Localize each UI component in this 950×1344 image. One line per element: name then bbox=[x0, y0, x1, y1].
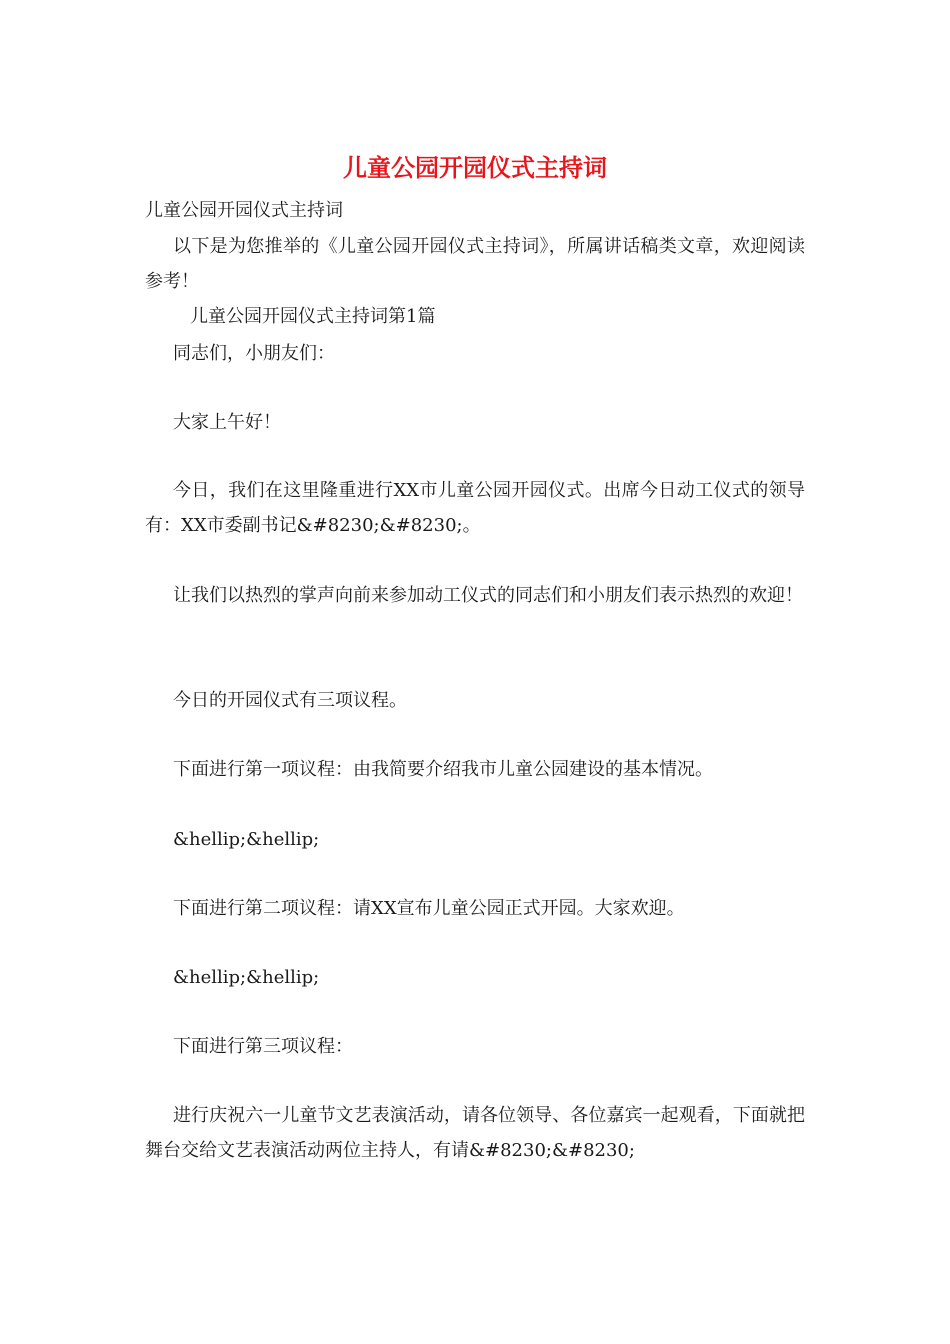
paragraph-ellipsis-2: &hellip;&hellip; bbox=[173, 967, 320, 988]
paragraph-agenda-item-3: 下面进行第三项议程： bbox=[173, 1036, 353, 1057]
paragraph-agenda-item-1: 下面进行第一项议程：由我简要介绍我市儿童公园建设的基本情况。 bbox=[173, 759, 713, 780]
paragraph-greeting: 同志们，小朋友们： bbox=[173, 343, 335, 364]
paragraph-agenda-overview: 今日的开园仪式有三项议程。 bbox=[173, 690, 407, 711]
paragraph-welcome: 让我们以热烈的掌声向前来参加动工仪式的同志们和小朋友们表示热烈的欢迎！ bbox=[173, 585, 803, 606]
paragraph-ceremony-intro: 今日，我们在这里隆重进行XX市儿童公园开园仪式。出席今日动工仪式的领导有：XX市委副书记&#8230;&#8230;。 bbox=[145, 480, 805, 536]
paragraph-good-morning: 大家上午好！ bbox=[173, 412, 281, 433]
paragraph-ellipsis-1: &hellip;&hellip; bbox=[173, 829, 320, 850]
document-title: 儿童公园开园仪式主持词 bbox=[343, 154, 607, 182]
intro-paragraph: 以下是为您推举的《儿童公园开园仪式主持词》，所属讲话稿类文章，欢迎阅读参考！ bbox=[145, 236, 805, 292]
section-heading: 儿童公园开园仪式主持词第1篇 bbox=[190, 306, 436, 327]
document-subtitle: 儿童公园开园仪式主持词 bbox=[145, 200, 343, 221]
paragraph-agenda-item-2: 下面进行第二项议程：请XX宣布儿童公园正式开园。大家欢迎。 bbox=[173, 898, 685, 919]
paragraph-performance: 进行庆祝六一儿童节文艺表演活动，请各位领导、各位嘉宾一起观看，下面就把舞台交给文艺表演活动两位主持人，有请&#8230;&#8230; bbox=[145, 1105, 805, 1161]
